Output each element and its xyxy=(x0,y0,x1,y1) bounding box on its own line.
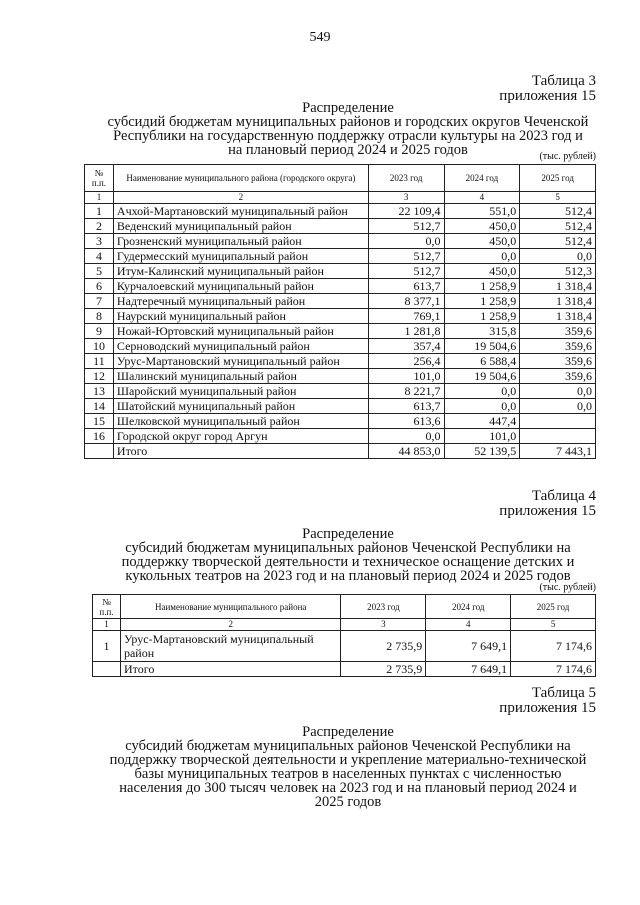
row-district-name: Шаройский муниципальный район xyxy=(113,384,368,399)
row-number: 1 xyxy=(85,204,114,219)
row-district-name: Гудермесский муниципальный район xyxy=(113,249,368,264)
header-2023: 2023 год xyxy=(341,595,426,619)
header-2025: 2025 год xyxy=(511,595,596,619)
table3-heading: Распределение xyxy=(302,100,394,116)
row-value-2023: 0,0 xyxy=(368,429,444,444)
row-number: 4 xyxy=(85,249,114,264)
row-value-2023: 256,4 xyxy=(368,354,444,369)
row-district-name: Веденский муниципальный район xyxy=(113,219,368,234)
row-value-2023: 22 109,4 xyxy=(368,204,444,219)
table-row xyxy=(93,631,596,662)
total-label: Итого xyxy=(120,662,341,677)
row-value-2024: 1 258,9 xyxy=(444,279,520,294)
table3-title-line: Республики на государственную поддержку отрасли культуры на 2023 год и xyxy=(113,128,583,144)
row-value-2024: 19 504,6 xyxy=(444,339,520,354)
index-cell: 2 xyxy=(113,192,368,204)
table5-title-line: 2025 годов xyxy=(314,794,382,810)
index-cell: 2 xyxy=(120,619,341,631)
table4-title-line: поддержку творческой деятельности и техническое оснащение детских и xyxy=(121,554,575,570)
table4-index-row xyxy=(93,619,596,631)
row-value-2023: 769,1 xyxy=(368,309,444,324)
page-number: 549 xyxy=(309,30,331,45)
table-row xyxy=(85,219,596,234)
row-value-2025: 359,6 xyxy=(520,324,596,339)
row-value-2023: 1 281,8 xyxy=(368,324,444,339)
table3-label: Таблица 3 xyxy=(531,73,596,89)
row-district-name: Наурский муниципальный район xyxy=(113,309,368,324)
total-number xyxy=(85,444,114,459)
row-number: 13 xyxy=(85,384,114,399)
table-row xyxy=(85,369,596,384)
table-row xyxy=(85,204,596,219)
table4-title-block xyxy=(88,527,608,583)
row-value-2025: 512,4 xyxy=(520,204,596,219)
row-number: 11 xyxy=(85,354,114,369)
table5-heading: Распределение xyxy=(302,724,394,740)
table5-appendix: приложения 15 xyxy=(499,700,596,716)
row-value-2024: 1 258,9 xyxy=(444,294,520,309)
row-number: 3 xyxy=(85,234,114,249)
row-value-2025: 0,0 xyxy=(520,399,596,414)
table5-label-block xyxy=(499,686,596,716)
table-row xyxy=(85,324,596,339)
table4-total-row xyxy=(93,662,596,677)
table3-units: (тыс. рублей) xyxy=(539,151,596,162)
row-value-2024: 450,0 xyxy=(444,264,520,279)
header-2024: 2024 год xyxy=(426,595,511,619)
row-value-2023: 613,7 xyxy=(368,399,444,414)
row-number: 6 xyxy=(85,279,114,294)
row-number: 15 xyxy=(85,414,114,429)
row-district-name: Урус-Мартановский муниципальный район xyxy=(113,354,368,369)
row-value-2025: 359,6 xyxy=(520,354,596,369)
row-value-2025: 0,0 xyxy=(520,384,596,399)
total-2024: 52 139,5 xyxy=(444,444,520,459)
table-row xyxy=(85,384,596,399)
table3-header-row xyxy=(85,165,596,192)
row-value-2023: 357,4 xyxy=(368,339,444,354)
table-row xyxy=(85,429,596,444)
table-row xyxy=(85,264,596,279)
header-number: № п.п. xyxy=(93,595,121,619)
table4 xyxy=(92,594,596,677)
row-value-2024: 1 258,9 xyxy=(444,309,520,324)
total-2023: 44 853,0 xyxy=(368,444,444,459)
table4-heading: Распределение xyxy=(302,526,394,542)
table-row xyxy=(85,234,596,249)
row-district-name: Итум-Калинский муниципальный район xyxy=(113,264,368,279)
table5-title-line: поддержку творческой деятельности и укрепление материально-технической xyxy=(109,752,587,768)
table-row xyxy=(85,399,596,414)
row-value-2025 xyxy=(520,414,596,429)
total-2024: 7 649,1 xyxy=(426,662,511,677)
row-value-2025: 7 174,6 xyxy=(511,631,596,662)
row-district-name: Надтеречный муниципальный район xyxy=(113,294,368,309)
total-label: Итого xyxy=(113,444,368,459)
row-district-name: Курчалоевский муниципальный район xyxy=(113,279,368,294)
row-value-2025: 1 318,4 xyxy=(520,309,596,324)
row-value-2025: 512,4 xyxy=(520,219,596,234)
table-row xyxy=(85,279,596,294)
row-number: 14 xyxy=(85,399,114,414)
total-2025: 7 174,6 xyxy=(511,662,596,677)
row-value-2024: 101,0 xyxy=(444,429,520,444)
index-cell: 1 xyxy=(93,619,121,631)
row-district-name: Грозненский муниципальный район xyxy=(113,234,368,249)
table-row xyxy=(85,414,596,429)
table3-appendix: приложения 15 xyxy=(499,88,596,104)
table3-title-line: субсидий бюджетам муниципальных районов и городских округов Чеченской xyxy=(107,114,589,130)
table5-title-line: населения до 300 тысяч человек на 2023 год и на плановый период 2024 и xyxy=(119,780,577,796)
table-row xyxy=(85,339,596,354)
index-cell: 3 xyxy=(341,619,426,631)
row-value-2025: 359,6 xyxy=(520,369,596,384)
row-district-name: Ачхой-Мартановский муниципальный район xyxy=(113,204,368,219)
table4-title-line: субсидий бюджетам муниципальных районов Чеченской Республики на xyxy=(125,540,571,556)
table5-title-line: субсидий бюджетам муниципальных районов Чеченской Республики на xyxy=(125,738,571,754)
row-value-2025: 1 318,4 xyxy=(520,294,596,309)
row-value-2024: 6 588,4 xyxy=(444,354,520,369)
row-value-2024: 450,0 xyxy=(444,234,520,249)
row-number: 2 xyxy=(85,219,114,234)
row-value-2023: 101,0 xyxy=(368,369,444,384)
row-number: 7 xyxy=(85,294,114,309)
row-value-2023: 613,6 xyxy=(368,414,444,429)
row-value-2025: 512,3 xyxy=(520,264,596,279)
header-2024: 2024 год xyxy=(444,165,520,192)
table3-label-block xyxy=(499,74,596,104)
table3-title-block xyxy=(88,101,608,157)
row-value-2023: 613,7 xyxy=(368,279,444,294)
header-number: № п.п. xyxy=(85,165,114,192)
table3-total-row xyxy=(85,444,596,459)
total-2025: 7 443,1 xyxy=(520,444,596,459)
row-district-name: Серноводский муниципальный район xyxy=(113,339,368,354)
row-value-2023: 0,0 xyxy=(368,234,444,249)
table4-units: (тыс. рублей) xyxy=(539,582,596,593)
row-value-2024: 0,0 xyxy=(444,249,520,264)
index-cell: 1 xyxy=(85,192,114,204)
row-value-2024: 315,8 xyxy=(444,324,520,339)
row-value-2024: 0,0 xyxy=(444,384,520,399)
row-value-2023: 2 735,9 xyxy=(341,631,426,662)
index-cell: 5 xyxy=(520,192,596,204)
header-name: Наименование муниципального района xyxy=(120,595,341,619)
table3 xyxy=(84,164,596,459)
header-name: Наименование муниципального района (городского округа) xyxy=(113,165,368,192)
table4-title-line: кукольных театров на 2023 год и на плановый период 2024 и 2025 годов xyxy=(125,568,571,584)
table-row xyxy=(85,249,596,264)
row-number: 8 xyxy=(85,309,114,324)
row-value-2024: 19 504,6 xyxy=(444,369,520,384)
row-district-name: Ножай-Юртовский муниципальный район xyxy=(113,324,368,339)
index-cell: 4 xyxy=(444,192,520,204)
row-value-2023: 512,7 xyxy=(368,249,444,264)
row-district-name: Шелковской муниципальный район xyxy=(113,414,368,429)
table5-title-block xyxy=(78,725,618,809)
table3-title-line: на плановый период 2024 и 2025 годов xyxy=(228,142,468,158)
header-2025: 2025 год xyxy=(520,165,596,192)
table3-index-row xyxy=(85,192,596,204)
row-number: 9 xyxy=(85,324,114,339)
row-district-name: Шатойский муниципальный район xyxy=(113,399,368,414)
total-number xyxy=(93,662,121,677)
row-value-2023: 8 377,1 xyxy=(368,294,444,309)
table-row xyxy=(85,354,596,369)
table-row xyxy=(85,294,596,309)
row-value-2024: 551,0 xyxy=(444,204,520,219)
row-number: 5 xyxy=(85,264,114,279)
header-2023: 2023 год xyxy=(368,165,444,192)
row-value-2024: 450,0 xyxy=(444,219,520,234)
total-2023: 2 735,9 xyxy=(341,662,426,677)
row-value-2025 xyxy=(520,429,596,444)
table5-label: Таблица 5 xyxy=(531,685,596,701)
row-value-2023: 8 221,7 xyxy=(368,384,444,399)
row-value-2023: 512,7 xyxy=(368,264,444,279)
table4-label: Таблица 4 xyxy=(531,488,596,504)
row-district-name: Урус-Мартановский муниципальный район xyxy=(120,631,341,662)
index-cell: 3 xyxy=(368,192,444,204)
row-value-2023: 512,7 xyxy=(368,219,444,234)
table4-label-block xyxy=(499,489,596,519)
row-value-2025: 0,0 xyxy=(520,249,596,264)
row-number: 10 xyxy=(85,339,114,354)
row-number: 16 xyxy=(85,429,114,444)
row-number: 1 xyxy=(93,631,121,662)
row-district-name: Городской округ город Аргун xyxy=(113,429,368,444)
row-value-2024: 0,0 xyxy=(444,399,520,414)
table4-header-row xyxy=(93,595,596,619)
index-cell: 5 xyxy=(511,619,596,631)
table4-appendix: приложения 15 xyxy=(499,503,596,519)
row-value-2024: 447,4 xyxy=(444,414,520,429)
row-value-2024: 7 649,1 xyxy=(426,631,511,662)
row-district-name: Шалинский муниципальный район xyxy=(113,369,368,384)
row-value-2025: 512,4 xyxy=(520,234,596,249)
index-cell: 4 xyxy=(426,619,511,631)
row-value-2025: 1 318,4 xyxy=(520,279,596,294)
row-value-2025: 359,6 xyxy=(520,339,596,354)
table-row xyxy=(85,309,596,324)
row-number: 12 xyxy=(85,369,114,384)
table5-title-line: базы муниципальных театров в населенных пунктах с численностью xyxy=(134,766,562,782)
